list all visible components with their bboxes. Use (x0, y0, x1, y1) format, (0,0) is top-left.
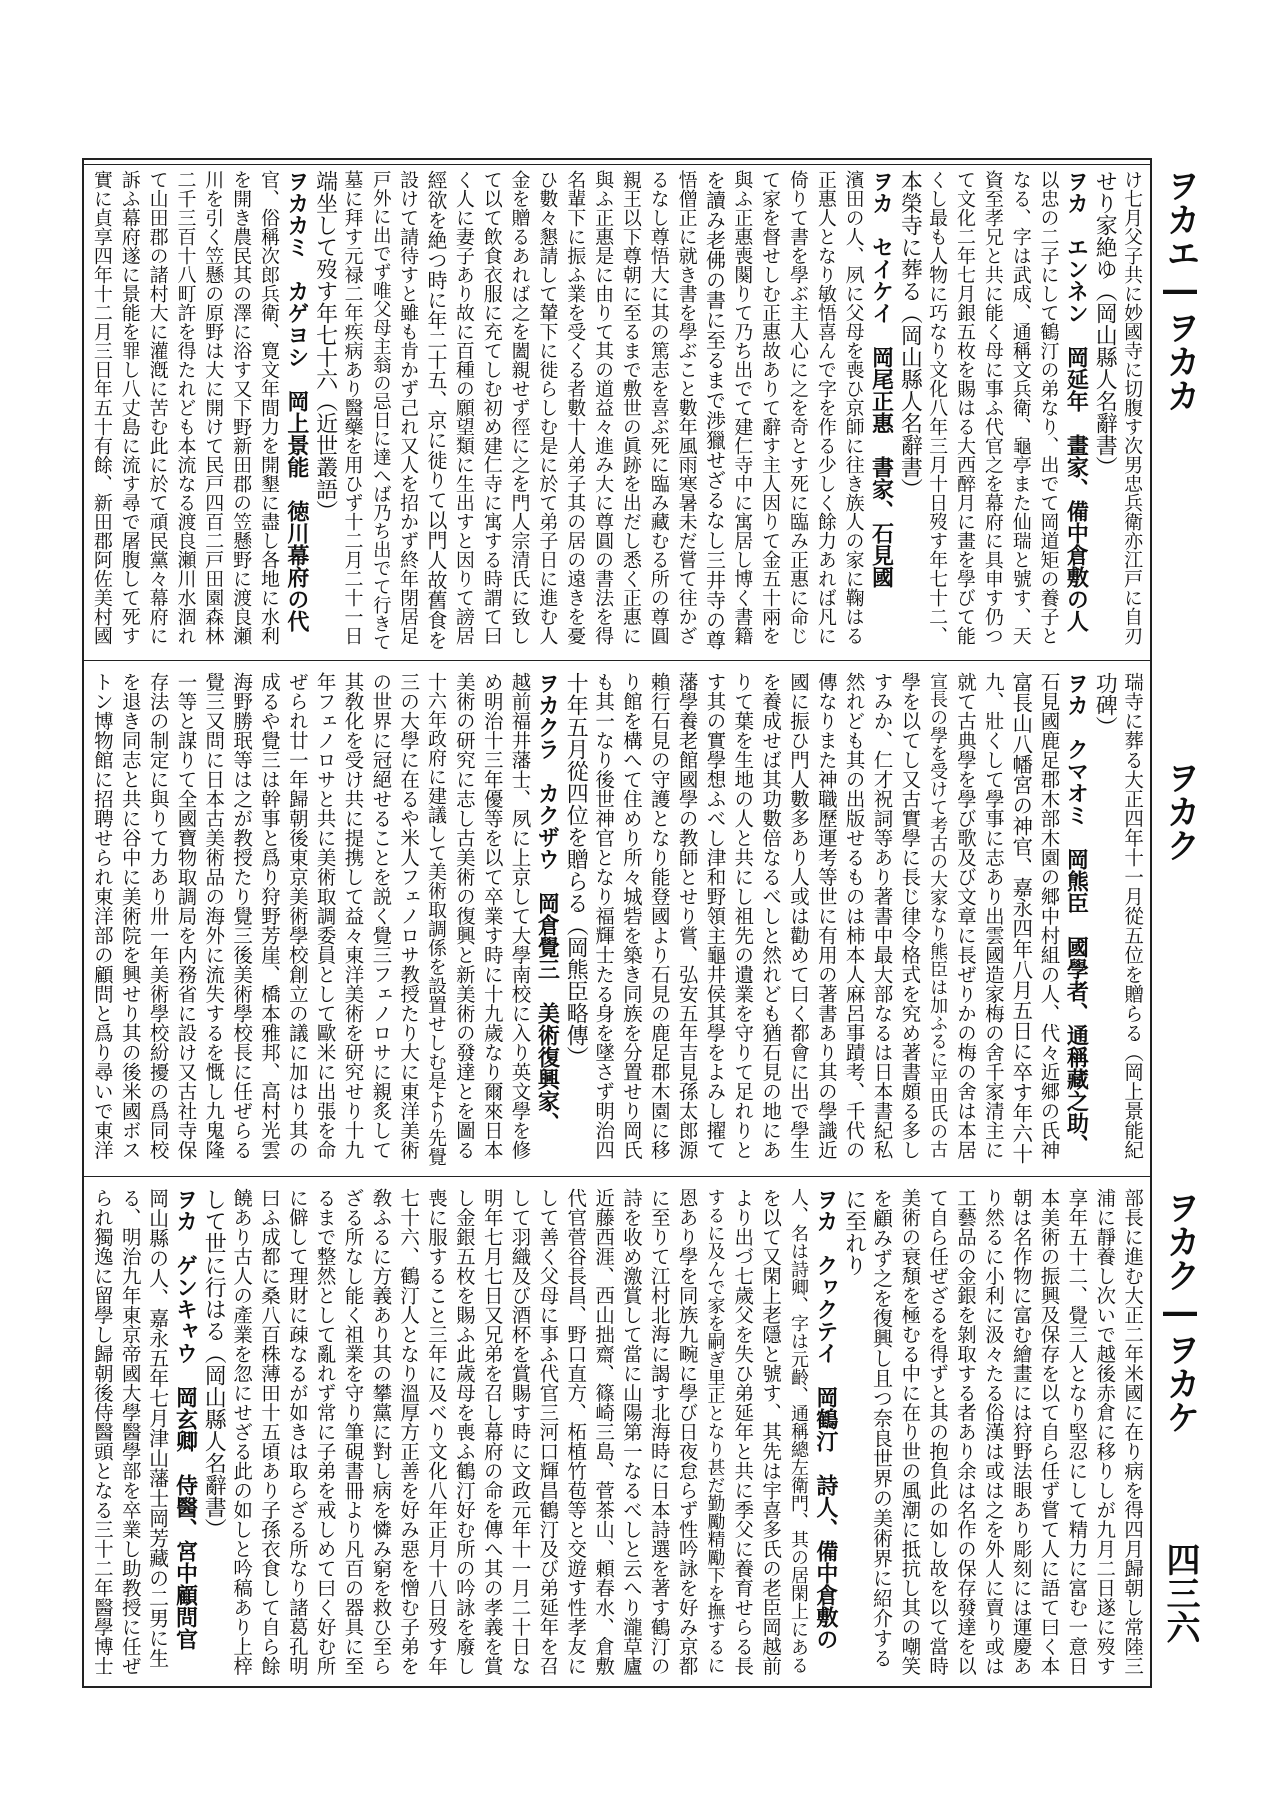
text-column: 然れども其の出版せるものは柿本人麻呂事蹟考、千代の (842, 672, 866, 1160)
text-column: て山田郡の諸村大に灌漑に苦む此に於て頑民黨々幕府に (146, 170, 169, 645)
text-column: 川を引く笠懸の原野は大に開けて民戸四百二戸田園森林 (202, 170, 225, 645)
text-column: に僻して理財に疎なるが如きは取らざる所なり諸葛孔明 (285, 1188, 309, 1676)
text-column: 倚りて書を學ぶ主人心に之を奇とす死に臨み正惠に命じ (786, 170, 809, 645)
text-column: するに及んで家を嗣ぎ里正となり甚だ勤勵精勵下を撫するに (704, 1188, 726, 1674)
text-column: 石見國鹿足郡木部木園の郷中村組の人、代々近郷の氏神 (1037, 672, 1061, 1160)
text-column: 國に振ひ門人數多あり人或は勸めて曰く都會に出で學生 (786, 672, 810, 1160)
text-column: て文化二年七月銀五枚を賜はる大西醉月に畫を學びて能 (954, 170, 977, 645)
entry-heading-column: ヲカクラ カクザウ 岡倉覺三 美術復興家、 (534, 672, 561, 1134)
text-column: 海野勝珉等は之が教授たり覺三後美術學校長に任ぜらる (230, 672, 254, 1160)
text-column: 實に貞享四年十二月三日年五十有餘、新田郡阿佐美村國 (90, 170, 113, 645)
entry-heading-column: ヲカ クヮクテイ 岡鶴汀 詩人、備中倉敷の (812, 1188, 839, 1650)
text-column: し金銀五枚を賜ふ此歲母を喪ふ鶴汀好む所の吟詠を廢し (452, 1188, 476, 1676)
text-column: 美術の研究に志し古美術の復興と新美術の發達とを圖る (452, 672, 476, 1160)
text-column: 美術の衰頽を極むる中に在り世の風潮に抵抗し其の嘲笑 (898, 1188, 922, 1676)
text-column: を讀み老佛の書に至るまで渉獵せざるなし三井寺の尊 (702, 170, 727, 650)
text-column: を以て又閑上老隱と號す、其先は宇喜多氏の老臣岡越前 (759, 1188, 783, 1676)
text-column: て自ら任ぜざるを得ずと其の抱負此の如し故を以て當時 (926, 1188, 950, 1676)
running-head-bottom: ヲカク―ヲカケ (1160, 1190, 1200, 1434)
text-column: ざる所なし能く祖業を守り筆硯書冊より凡百の器具に至 (341, 1188, 365, 1676)
entry-heading-column: ヲカカミ カゲヨシ 岡上景能 徳川幕府の代 (283, 170, 310, 632)
text-column: 喪に服すること三年に及べり文化八年正月十八日歿す年 (425, 1188, 449, 1676)
text-column: 本美術の振興及保存を以て自ら任ず嘗て人に語て曰く本 (1037, 1188, 1061, 1676)
text-column: に至れり (841, 1188, 867, 1276)
text-column: に至りて江村北海に謁す北海時に日本詩選を著す鶴汀の (647, 1188, 671, 1676)
text-column: 賴行石見の守護となり能登國より石見の鹿足郡木園に移 (647, 672, 671, 1160)
text-column: け七月父子共に妙國寺に切腹す次男忠兵衛亦江戸に自刃 (1121, 170, 1144, 645)
entry-heading-column: ヲカ ゲンキャウ 岡玄卿 侍醫、宮中顧問官 (172, 1188, 199, 1650)
text-column: 墓に拜す元禄二年疾病あり醫藥を用ひず十二月二十一日 (341, 170, 364, 645)
text-column: を開き農民其の澤に浴す又下野新田郡の笠懸野に渡良瀬 (230, 170, 253, 645)
text-tier-upper (88, 170, 1146, 652)
text-column: 工藝品の金銀を剝取する者あり余は名作の保存發達を以 (954, 1188, 978, 1676)
text-column: ぜられ廿一年歸朝後東京美術學校創立の議に加はり其の (285, 672, 309, 1160)
text-column: 近藤西涯、西山拙齋、篠崎三島、菅茶山、頼春水、倉敷 (592, 1188, 616, 1676)
page-number: 四三六 (1160, 1542, 1200, 1644)
text-column: る、明治九年東京帝國大學醫學部を卒業し助教授に任ぜ (118, 1188, 142, 1676)
text-column: 濱田の人、夙に父母を喪ひ京師に往き族人の家に鞠はる (842, 170, 865, 645)
text-column: 三の大學に在るや米人フェノロサ教授たり大に東洋美術 (397, 672, 421, 1160)
text-column: 以忠の二子にして鶴汀の弟なり、出でて岡道矩の養子と (1037, 170, 1060, 645)
text-column: 官、俗稱次郎兵衛、寛文年間力を開墾に盡し各地に水利 (257, 170, 280, 645)
text-column: 詩を收め激賞して當に山陽第一なるべしと云へり瀧草廬 (619, 1188, 643, 1676)
text-column: 本榮寺に葬る（岡山縣人名辭書） (897, 170, 923, 500)
text-column: 越前福井藩士、夙に上京して大學南校に入り英文學を修 (508, 672, 532, 1160)
text-column: るまで整然として亂れず常に子弟を戒しめて曰く好む所 (313, 1188, 337, 1676)
text-column: 親王以下尊朝に至るまで敷世の眞跡を出だし悉く正惠に (619, 170, 642, 645)
text-column: 年フェノロサと共に美術取調委員として歐米に出張を命 (313, 672, 337, 1160)
text-column: 存法の制定に與りて力あり卅一年美術學校紛擾の爲同校 (146, 672, 170, 1160)
text-column: す其の實學想ふべし津和野領主龜井侯其學をよみし擢て (703, 672, 727, 1160)
text-column: 學を以てし又古實學に長じ律令格式を究め著書頗る多し (898, 672, 922, 1160)
text-column: 其敎化を受け共に提携して益々東洋美術を研究せり十九 (341, 672, 365, 1160)
frame-right-border (1150, 158, 1152, 1688)
text-column: して世に行はる（岡山縣人名辭書） (201, 1188, 227, 1540)
text-column: 岡山縣の人、嘉永五年七月津山藩士岡芳藏の二男に生 (145, 1188, 170, 1668)
text-column: 與ふ正惠喪闋りて乃ち出でて建仁寺中に寓居し博く書籍 (731, 170, 754, 645)
text-column: 端坐して歿す年七十六（近世叢語） (312, 170, 338, 522)
text-column: て以て飲食衣服に充てしむ初め建仁寺に寓する時謂て曰 (480, 170, 503, 645)
running-head-top: ヲカエ―ヲカカ (1160, 168, 1200, 412)
text-column: なる、字は武成、通稱文兵衛、龜亭また仙瑞と號す、天 (1009, 170, 1032, 645)
text-column: 正惠人となり敏悟喜んで字を作る少しく餘力あれば凡に (814, 170, 837, 645)
text-column: 覺三又問に日本古美術品の海外に流失するを慨し九鬼隆 (202, 672, 226, 1160)
text-column: 就て古典學を學び歌及び文章に長ぜりかの梅の舍は本居 (954, 672, 978, 1160)
text-column: 部長に進む大正二年米國に在り病を得四月歸朝し常陸三 (1121, 1188, 1145, 1676)
frame-bottom-border (82, 1686, 1152, 1688)
text-column: り館を構へて住めり所々城砦を築き同族を分置せり岡氏 (619, 672, 643, 1160)
text-column: せり家絶ゆ（岡山縣人名辭書） (1092, 170, 1118, 478)
text-column: 敎ふるに方義あり其の攀黨に對し病を憐み窮を救ひ至ら (369, 1188, 393, 1676)
text-column: て家を督せしむ正惠故ありて辭す主人因りて金五十兩を (759, 170, 782, 645)
text-column: られ獨逸に留學し歸朝後侍醫頭となる三十二年醫學博士 (90, 1188, 114, 1676)
text-column: 七十六、鶴汀人となり溫厚方正善を好み惡を憎む子弟を (397, 1188, 421, 1676)
frame-top-border-thin (82, 164, 1152, 165)
text-column: 成るや覺三は幹事と爲り狩野芳崖、橋本雅邦、高村光雲 (257, 672, 281, 1160)
text-column: 設けて請待すと雖も肯かず己れ又人を招かず終年閉居足 (397, 170, 420, 645)
text-column: 訴ふ幕府遂に景能を罪し八丈島に流す尋で屠腹して死す (118, 170, 141, 645)
text-column: 十六年政府に建議して美術取調係を設置せしむ是より先覺 (425, 672, 448, 1166)
text-column: 傳なりまた神職歷運考等世に有用の著書あり其の學識近 (814, 672, 838, 1160)
text-column: 朝は名作物に富む繪畫には狩野法眼あり彫刻には運慶あ (1009, 1188, 1033, 1676)
text-column: 宣長の學を受けて考古の大家なり熊臣は加ふるに平田氏の古 (927, 672, 949, 1158)
text-column: 功碑） (1092, 672, 1118, 738)
text-column: りて葉を生地の人と共にし祖先の遺業を守りて足れりと (731, 672, 755, 1160)
text-column: 曰ふ成都に桑八百株薄田十五頃あり子孫衣食して自ら餘 (257, 1188, 281, 1676)
text-column: 浦に靜養し次いで越後赤倉に移りしが九月二日遂に歿す (1093, 1188, 1117, 1676)
text-column: の世界に冠絕せることを説く覺三フェノロサに親炙して (369, 672, 393, 1160)
text-column: 享年五十二、覺三人となり堅忍にして精力に富む一意日 (1065, 1188, 1089, 1676)
text-tier-middle (88, 672, 1146, 1166)
text-column: すみか、仁才祝詞等あり著書中最大部なるは日本書紀私 (870, 672, 894, 1160)
text-tier-lower (88, 1188, 1146, 1678)
text-column: 一等と謀りて全國寶物取調局を内務省に設け又古社寺保 (174, 672, 198, 1160)
text-column: 人、名は詩卿、字は元齡、通稱總左衛門、其の居閑上にある (787, 1188, 809, 1674)
text-column: るなし尊悟大に其の篤志を喜ぶ死に臨み藏むる所の尊圓 (647, 170, 670, 645)
text-column: より出づ七歲父を失ひ弟延年と共に季父に養育せらる長 (731, 1188, 755, 1676)
text-column: 二千三百十八町許を得たれども本流なる渡良瀬川水涸れ (174, 170, 197, 645)
text-column: 明年七月七日又兄弟を召し幕府の命を傳へ其の孝義を賞 (480, 1188, 504, 1676)
text-column: 與ふ正惠是に由りて其の道益々進み大に尊圓の書法を得 (592, 170, 615, 645)
text-column: を顧みず之を復興し且つ奈良世界の美術界に紹介する (869, 1188, 894, 1668)
text-column: 金を贈るあれば之を闔親せず徑に之を門人宗清氏に致し (508, 170, 531, 645)
entry-heading-column: ヲカ エンネン 岡延年 畫家、備中倉敷の人 (1063, 170, 1090, 632)
text-column: 十年五月從四位を贈らる（岡熊臣略傳） (563, 672, 589, 1068)
text-column: を養成せば其功數倍なるべしと然れども猶石見の地にあ (759, 672, 783, 1160)
tier-divider-2 (84, 1176, 1150, 1177)
text-column: り然るに小利に汲々たる俗漢は或は之を外人に賣り或は (981, 1188, 1005, 1676)
text-column: して善く父母に事ふ代官三河口輝昌鶴汀及び弟延年を召 (536, 1188, 560, 1676)
frame-left-border (82, 158, 84, 1688)
tier-divider-1 (84, 660, 1150, 661)
text-column: 富長山八幡宮の神官、嘉永四年八月五日に卒す年六十 (1008, 672, 1033, 1164)
text-column: め明治十三年優等を以て卒業す時に十九歲なり爾來日本 (480, 672, 504, 1160)
frame-top-border (82, 158, 1152, 160)
text-column: して羽織及び酒杯を賞賜す時に文政元年十一月二十日な (508, 1188, 532, 1676)
text-column: 瑞寺に葬る大正四年十一月從五位を贈らる（岡上景能紀 (1121, 672, 1145, 1160)
running-head-middle: ヲカク (1160, 760, 1200, 862)
text-column: を退き同志と共に谷中に美術院を興せり其の後米國ボス (118, 672, 142, 1160)
text-column: 戸外に出でず唯父母主翁の忌日に達へば乃ち出でて行きて (370, 170, 392, 651)
entry-heading-column: ヲカ クマオミ 岡熊臣 國學者、通稱藏之助、 (1063, 672, 1090, 1156)
text-column: く人に妻子あり故に百種の願望類に生出すと因りて謗居 (452, 170, 475, 645)
text-column: 經欲を絶つ時に年二十五、京に徙りて以門人故舊食を (424, 170, 449, 650)
text-column: も其一なり後世神官となり福輝士たる身を墜さず明治四 (592, 672, 616, 1160)
text-column: 名輩下に振ふ業を受くる者數十人弟子其の居の遠きを憂 (564, 170, 587, 645)
text-column: 藩學養老館國學の教師とせり嘗、弘安五年吉見孫太郎源 (675, 672, 699, 1160)
text-column: くし最も人物に巧なり文化八年三月十日歿す年七十二、 (926, 170, 949, 645)
text-column: 恩あり學を同族九畹に學び日夜怠らず性吟詠を好み京都 (675, 1188, 699, 1676)
text-column: トン博物館に招聘せられ東洋部の顧問と爲り尋いで東洋 (90, 672, 114, 1160)
entry-heading-column: ヲカ セイケイ 岡尾正惠 書家、石見國 (868, 170, 895, 588)
text-column: 代官菅谷長昌、野口直方、柘植竹苞等と交遊す性孝友に (564, 1188, 588, 1676)
text-column: 九、壯くして學事に志あり出雲國造家梅の舍千家清主に (981, 672, 1005, 1160)
text-column: ひ數々懇請して輦下に徙らしむ是に於て弟子日に進む人 (536, 170, 559, 645)
text-column: 悟僧正に就き書を學ぶこと數年風雨寒暑未だ嘗て往かざ (675, 170, 698, 645)
text-column: 資至孝兄と共に能く母に事ふ代官之を幕府に具申す仍つ (981, 170, 1004, 645)
text-column: 饒あり古人の產業を忽にせざる此の如しと吟稿あり上梓 (230, 1188, 254, 1676)
